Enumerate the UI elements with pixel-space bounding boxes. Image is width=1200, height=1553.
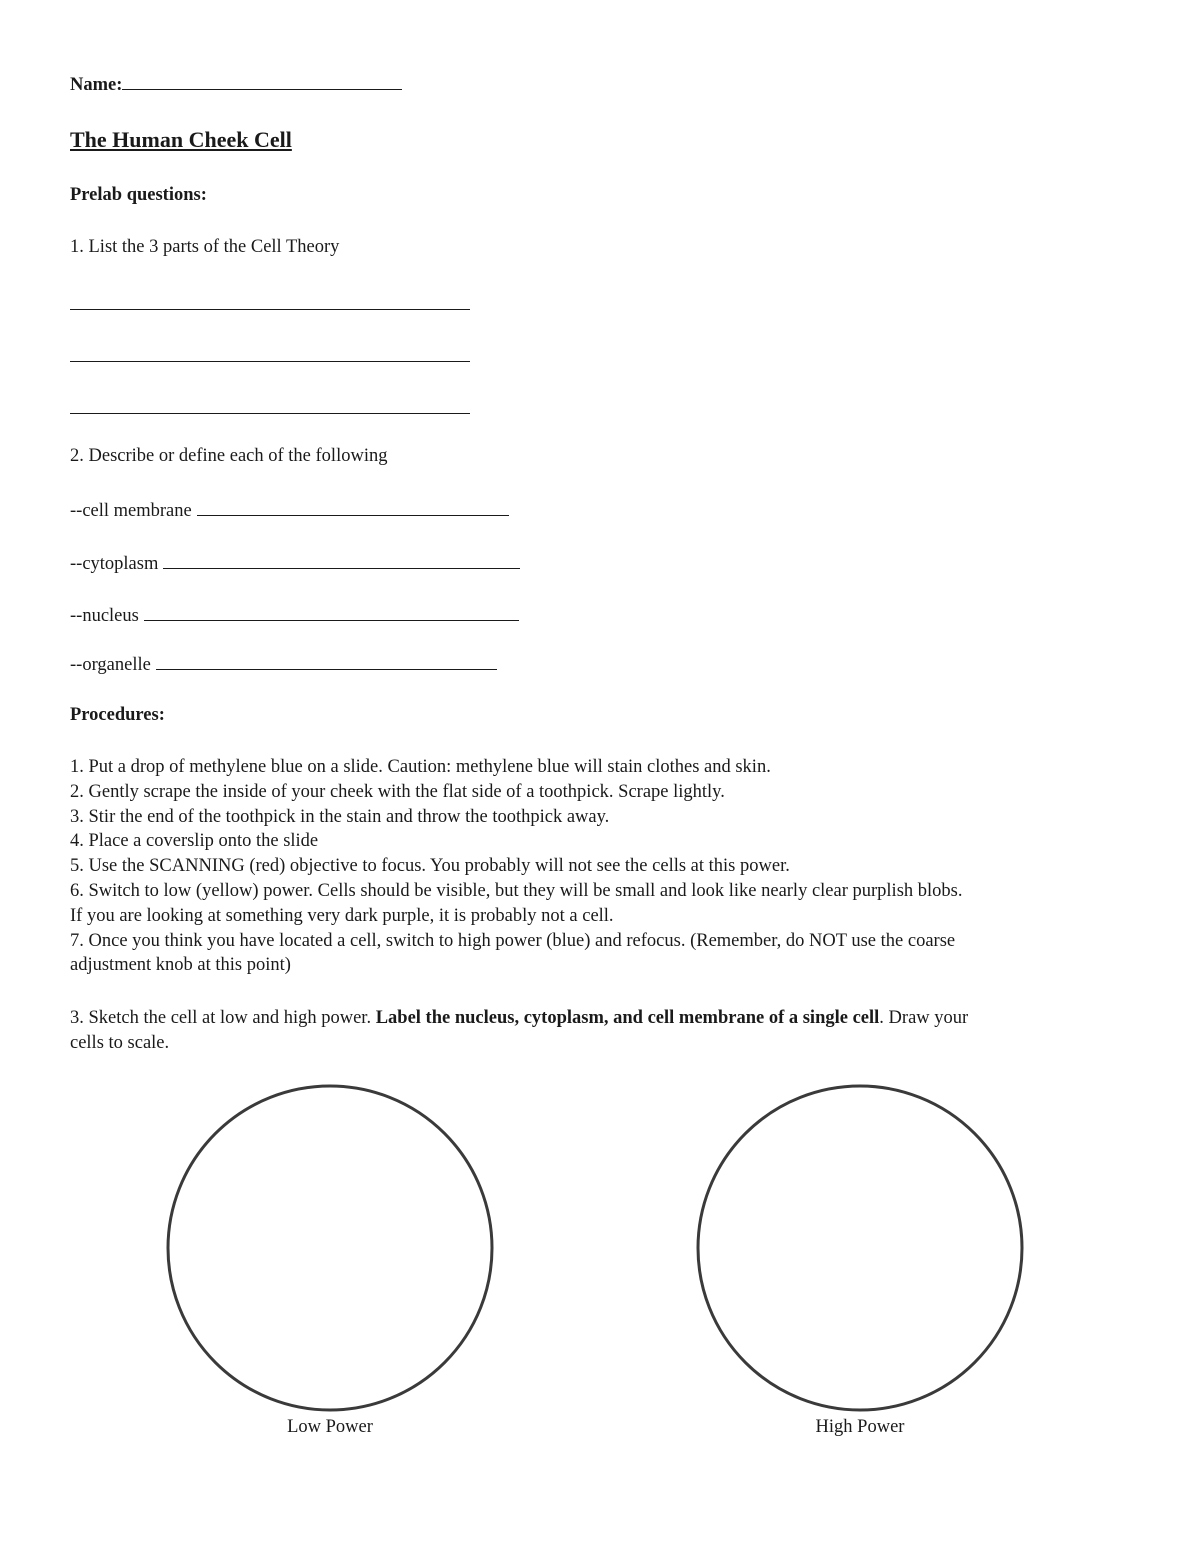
procedure-step: 6. Switch to low (yellow) power. Cells should be visible, but they will be small and look like nearly clear purplish blobs. (70, 880, 963, 901)
procedure-steps (70, 755, 963, 978)
low-power-caption: Low Power (287, 1417, 373, 1437)
answer-line-3[interactable] (70, 413, 470, 414)
high-power-caption: High Power (815, 1417, 905, 1437)
prelab-heading: Prelab questions: (70, 185, 207, 205)
low-power-field-circle[interactable] (160, 1078, 500, 1418)
procedure-step: adjustment knob at this point) (70, 955, 291, 976)
question-1: 1. List the 3 parts of the Cell Theory (70, 237, 340, 257)
procedures-heading: Procedures: (70, 705, 165, 725)
sketch-intro: 3. Sketch the cell at low and high power. (70, 1008, 372, 1028)
term-label: --cell membrane (70, 501, 192, 521)
procedure-step: 3. Stir the end of the toothpick in the stain and throw the toothpick away. (70, 806, 610, 827)
definition-blank[interactable] (163, 551, 520, 569)
definition-blank[interactable] (156, 652, 497, 670)
definition-blank[interactable] (144, 603, 519, 621)
sketch-bold-instruction: Label the nucleus, cytoplasm, and cell membrane of a single cell (375, 1008, 880, 1028)
procedure-step: 1. Put a drop of methylene blue on a slide. Caution: methylene blue will stain clothes and skin. (70, 757, 771, 777)
answer-line-1[interactable] (70, 309, 470, 310)
answer-line-2[interactable] (70, 361, 470, 362)
procedure-step: 2. Gently scrape the inside of your cheek with the flat side of a toothpick. Scrape lightly. (70, 781, 725, 802)
name-field[interactable] (70, 72, 402, 96)
name-blank-line[interactable] (122, 72, 402, 90)
definition-blank[interactable] (197, 498, 509, 516)
term-organelle (70, 652, 497, 676)
term-nucleus (70, 603, 519, 627)
term-cell-membrane (70, 498, 509, 522)
sketch-rest: . Draw your (879, 1008, 969, 1028)
term-cytoplasm (70, 551, 520, 575)
sketch-instructions (70, 1006, 968, 1056)
term-label: --nucleus (70, 606, 139, 626)
sketch-line-2: cells to scale. (70, 1032, 170, 1053)
procedure-step: 4. Place a coverslip onto the slide (70, 831, 319, 852)
high-power-field-circle[interactable] (690, 1078, 1030, 1418)
term-label: --organelle (70, 655, 151, 675)
procedure-step: 7. Once you think you have located a cell, switch to high power (blue) and refocus. (Remember, do NOT use the coarse (70, 930, 956, 951)
procedure-step: If you are looking at something very dark purple, it is probably not a cell. (70, 905, 614, 926)
procedure-step: 5. Use the SCANNING (red) objective to focus. You probably will not see the cells at this power. (70, 856, 790, 877)
term-label: --cytoplasm (70, 554, 159, 574)
name-label: Name: (70, 75, 123, 95)
page-title: The Human Cheek Cell (70, 127, 292, 152)
question-2: 2. Describe or define each of the following (70, 446, 388, 466)
